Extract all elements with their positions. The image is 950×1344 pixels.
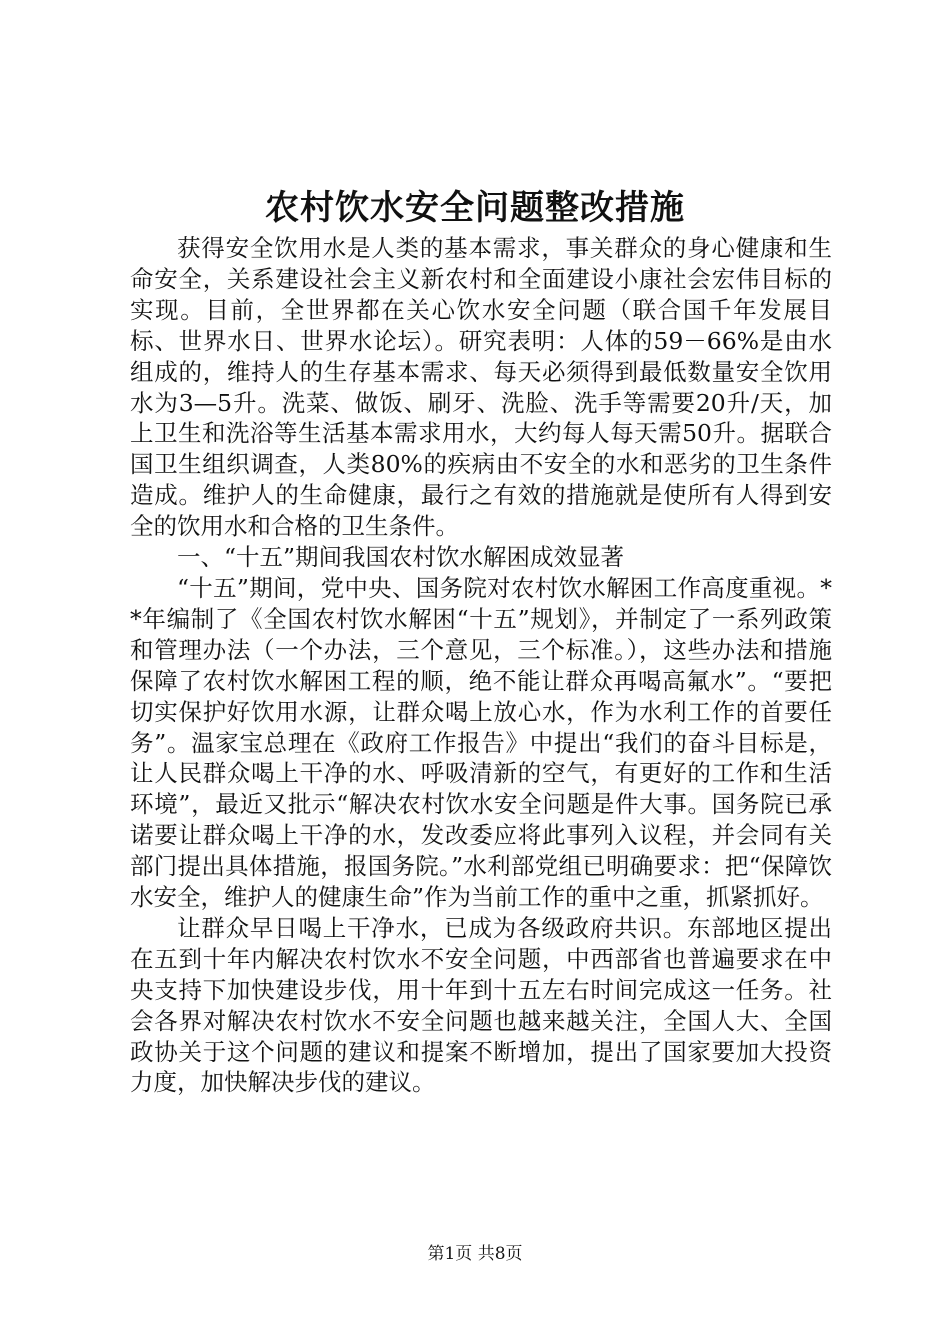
- section-heading-1: 一、“十五”期间我国农村饮水解困成效显著: [177, 543, 625, 572]
- page-footer: 第1页 共8页: [427, 1244, 523, 1264]
- document-body: [130, 233, 832, 1098]
- paragraph-intro: 获得安全饮用水是人类的基本需求，事关群众的身心健康和生命安全，关系建设社会主义新农村和全面建设小康社会宏伟目标的实现。目前，全世界都在关心饮水安全问题（联合国千年发展目标、世界水日、世界水论坛）。研究表明：人体的59－66%是由水组成的，维持人的生存基本需求、每天必须得到最低数量安全饮用水为3—5升。洗菜、做饭、刷牙、洗脸、洗手等需要20升/天，加上卫生和洗浴等生活基本需求用水，大约每人每天需50升。据联合国卫生组织调查，人类80%的疾病由不安全的水和恶劣的卫生条件造成。维护人的生命健康，最行之有效的措施就是使所有人得到安全的饮用水和合格的卫生条件。: [130, 234, 832, 541]
- paragraph-section-1-b: 让群众早日喝上干净水，已成为各级政府共识。东部地区提出在五到十年内解决农村饮水不安全问题，中西部省也普遍要求在中央支持下加快建设步伐，用十年到十五左右时间完成这一任务。社会各界对解决农村饮水不安全问题也越来越关注，全国人大、全国政协关于这个问题的建议和提案不断增加，提出了国家要加大投资力度，加快解决步伐的建议。: [130, 913, 832, 1097]
- document-title: 农村饮水安全问题整改措施: [265, 188, 685, 228]
- paragraph-section-1-a: “十五”期间，党中央、国务院对农村饮水解困工作高度重视。**年编制了《全国农村饮水解困“十五”规划》，并制定了一系列政策和管理办法（一个办法，三个意见，三个标准。），这些办法和措施保障了农村饮水解困工程的顺，绝不能让群众再喝高氟水”。“要把切实保护好饮用水源，让群众喝上放心水，作为水利工作的首要任务”。温家宝总理在《政府工作报告》中提出“我们的奋斗目标是，让人民群众喝上干净的水、呼吸清新的空气，有更好的工作和生活环境”，最近又批示“解决农村饮水安全问题是件大事。国务院已承诺要让群众喝上干净的水，发改委应将此事列入议程，并会同有关部门提出具体措施，报国务院。”水利部党组已明确要求：把“保障饮水安全，维护人的健康生命”作为当前工作的重中之重，抓紧抓好。: [130, 573, 832, 912]
